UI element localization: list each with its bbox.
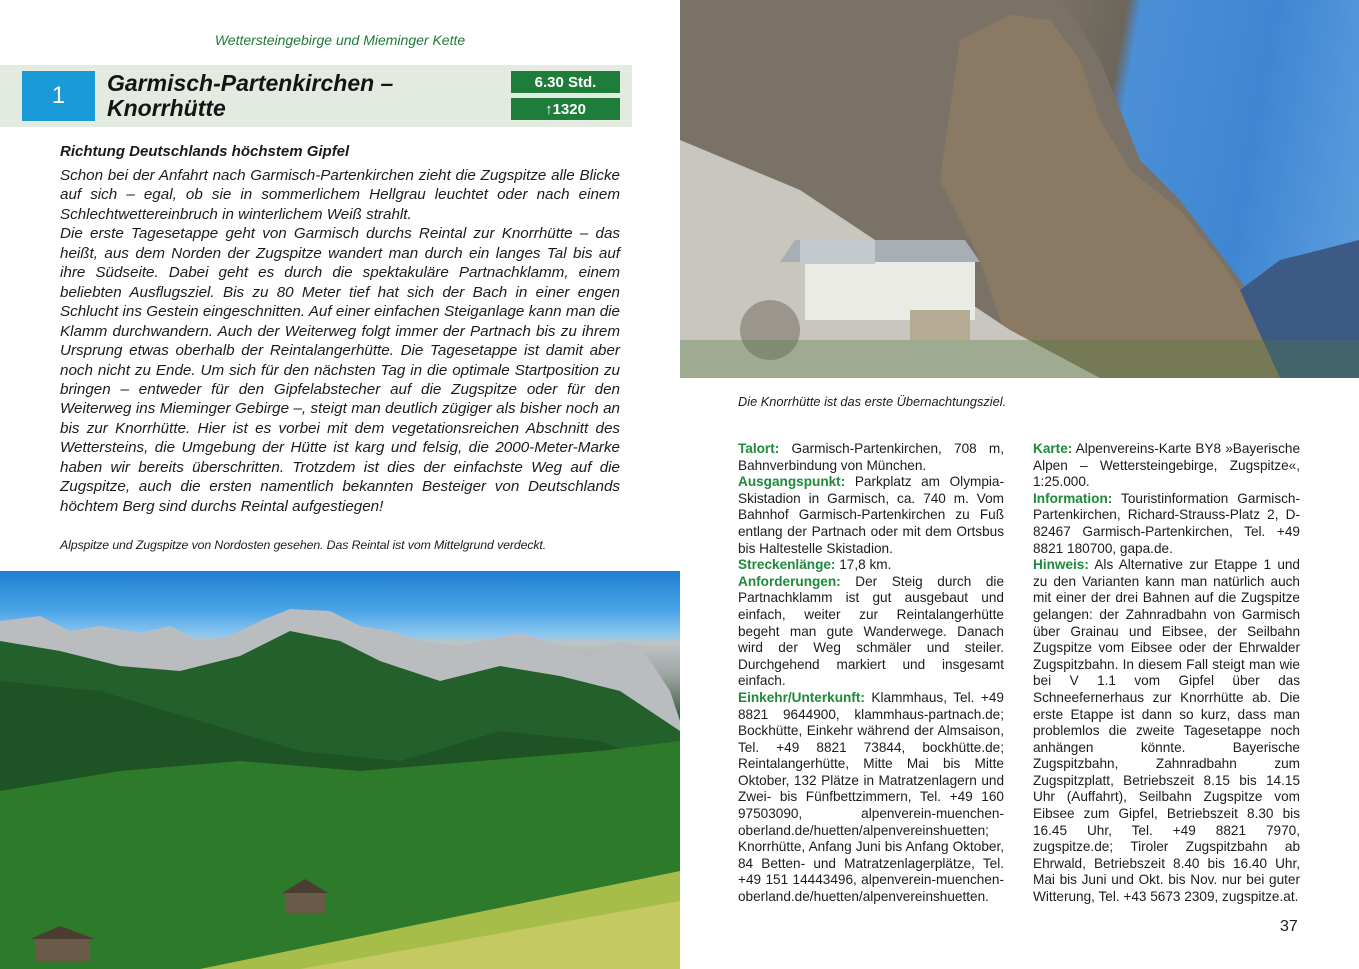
photo-caption-meadow: Alpspitze und Zugspitze von Nordosten gesehen. Das Reintal ist vom Mittelgrund verdeckt. — [60, 538, 547, 552]
ascent-badge: ↑1320 — [511, 98, 620, 120]
intro-paragraph: Schon bei der Anfahrt nach Garmisch-Partenkirchen zieht die Zugspitze alle Blicke auf sich – egal, ob sie in sommerlichem Hellgrau leuchtet oder nach einem Schlechtwettereinbruch in winterlichem Weiß strahlt. — [60, 167, 620, 223]
tour-title-line2: Knorrhütte — [107, 95, 226, 121]
info-label: Talort: — [738, 441, 780, 456]
info-text: 17,8 km. — [835, 557, 892, 573]
info-karte — [1033, 441, 1300, 491]
info-streckenlaenge — [738, 557, 1004, 574]
info-column-1 — [738, 441, 1004, 906]
info-label: Einkehr/Unterkunft: — [738, 689, 865, 705]
info-information — [1033, 491, 1300, 557]
info-text: Klammhaus, Tel. +49 8821 9644900, klammhaus-partnach.de; Bockhütte, Einkehr während der Almsaison, Tel. +49 8821 73844, bockhütte.de; Reintalangerhütte, Mitte Mai bis Mitte Oktober, 132 Plätze in Matratzenlagern und Zwei- bis Fünfbettzimmern, Tel. +49 160 97503090, alpenverein-muenchen-oberland.de/huetten/alpenvereinshuetten; Knorrhütte, Anfang Juni bis Anfang Oktober, 84 Betten- und Matratzenlagerplätze, Tel. +49 151 14443496, alpenverein-muenchen-oberland.de/huetten/alpenvereinshuetten. — [738, 689, 1004, 905]
info-label: Streckenlänge: — [738, 557, 836, 573]
photo-alpspitze-zugspitze — [0, 571, 680, 969]
photo-caption-hut: Die Knorrhütte ist das erste Übernachtungsziel. — [738, 394, 1007, 409]
info-ausgangspunkt — [738, 474, 1004, 557]
info-text: Als Alternative zur Etappe 1 und zu den Varianten kann man natürlich auch mit einer der drei Bahnen auf die Zugspitze gelangen: der Zahnradbahn von Garmisch über Grainau und Eibsee, der Seilbahn Zugspitze vom Eibsee oder der Ehrwalder Zugspitzbahn. In diesem Fall steigt man wie bei V 1.1 vom Gipfel über das Schneefernerhaus zur Knorrhütte ab. Die erste Etappe ist dann so kurz, dass man problemlos die zweite Tagesetappe noch anhängen könnte. Bayerische Zugspitzbahn, Zahnradbahn zum Zugspitzplatt, Betriebszeit 8.15 bis 14.15 Uhr (Auffahrt), Seilbahn Zugspitze vom Eibsee zum Gipfel, Betriebszeit 8.30 bis 16.45 Uhr, Tel. +49 8821 7970, zugspitze.de; Tiroler Zugspitzbahn ab Ehrwald, Betriebszeit 8.40 bis 16.40 Uhr, Mai bis Juni und Okt. bis Nov. nur bei guter Witterung, Tel. +43 5673 2309, zugspitze.at. — [1033, 557, 1300, 905]
info-hinweis — [1033, 557, 1300, 905]
info-text: Der Steig durch die Partnachklamm ist gut ausgebaut und einfach, weiter zur Reintalangerhütte begeht man gute Wanderwege. Danach wird der Weg schmäler und steiler. Durchgehend markiert und insgesamt einfach. — [738, 573, 1004, 689]
intro-paragraph: Die erste Tagesetappe geht von Garmisch durchs Reintal zur Knorrhütte – das heißt, aus dem Norden der Zugspitze wandert man durch ein langes Tal bis auf ihre Südseite. Dabei geht es durch die spektakuläre Partnachklamm, einem beliebten Ausflugsziel. Bis zu 80 Meter tief hat sich der Bach in einer engen Schlucht ins Gestein eingeschnitten. Auf einer einfachen Steiganlage kann man die Klamm durchwandern. Auch der Weiterweg folgt immer der Partnach bis zu ihrem Ursprung etwas oberhalb der Reintalangerhütte. Die Tagesetappe ist damit aber noch nicht zu Ende. Um sich für den nächsten Tag in die optimale Startposition zu bringen – entweder für den Gipfelabstecher auf die Zugspitze oder für den Weiterweg ins Mieminger Gebirge –, steigt man deutlich zügiger als bisher noch an bis zur Knorrhütte. Hier ist es vorbei mit dem vegetationsreichen Abschnitt des Wettersteins, die Umgebung der Hütte ist karg und felsig, die 2000-Meter-Marke haben wir bereits überschritten. Trotzdem ist dies der einfachste Weg auf die Zugspitze, auch die ersten namentlich bekannten Besteiger von Deutschlands höchtem Berg sind durchs Reintal aufgestiegen! — [60, 225, 620, 515]
info-label: Hinweis: — [1033, 557, 1089, 573]
tour-title — [107, 71, 487, 121]
region-title: Wettersteingebirge und Mieminger Kette — [214, 32, 466, 48]
info-label: Anforderungen: — [738, 573, 841, 589]
intro-text — [60, 166, 620, 516]
info-text: Touristinformation Garmisch-Partenkirchen, Richard-Strauss-Platz 2, D-82467 Garmisch-Partenkirchen, Tel. +49 8821 180700, gapa.de. — [1033, 490, 1300, 556]
page-number: 37 — [1280, 918, 1298, 935]
info-label: Information: — [1033, 490, 1113, 506]
info-anforderungen — [738, 574, 1004, 690]
info-column-2 — [1033, 441, 1300, 906]
tour-title-line1: Garmisch-Partenkirchen – — [107, 70, 394, 96]
info-label: Karte: — [1033, 441, 1073, 456]
info-text: Alpenvereins-Karte BY8 »Bayerische Alpen – Wettersteingebirge, Zugspitze«, 1:25.000. — [1033, 441, 1300, 490]
intro-heading: Richtung Deutschlands höchstem Gipfel — [60, 143, 350, 160]
duration-badge: 6.30 Std. — [511, 71, 620, 93]
photo-knorrhuette — [680, 0, 1359, 378]
tour-header — [0, 65, 632, 127]
mountain-landscape-illustration — [0, 571, 680, 969]
info-text: Garmisch-Partenkirchen, 708 m, Bahnverbindung von München. — [738, 441, 1004, 473]
info-einkehr — [738, 690, 1004, 906]
tour-number-badge: 1 — [22, 71, 95, 121]
hut-cliff-illustration — [680, 0, 1359, 378]
info-talort — [738, 441, 1004, 474]
info-label: Ausgangspunkt: — [738, 474, 846, 490]
info-text: Parkplatz am Olympia-Skistadion in Garmisch, ca. 740 m. Vom Bahnhof Garmisch-Partenkirchen zu Fuß entlang der Partnach oder mit dem Ortsbus bis Haltestelle Skistadion. — [738, 474, 1004, 556]
